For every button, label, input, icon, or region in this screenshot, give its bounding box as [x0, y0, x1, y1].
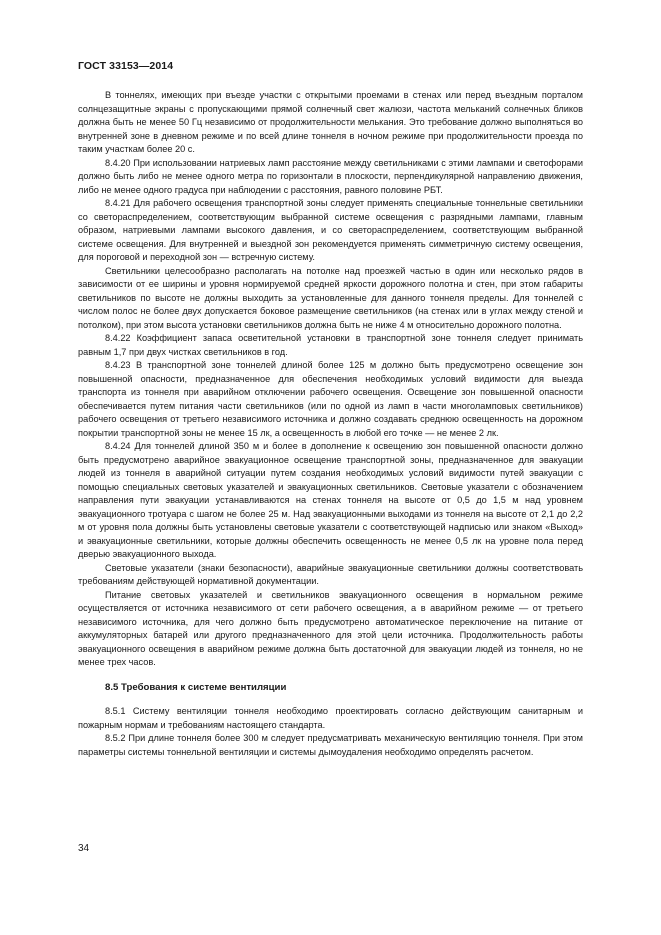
section-heading: 8.5 Требования к системе вентиляции	[105, 681, 287, 693]
paragraph-8-4-20: 8.4.20 При использовании натриевых ламп расстояние между светильниками с этими лампами и светофорами должно быть либо не менее одного метра по горизонтали в плоскости, перпендикулярной направлению движения, либо не менее одного градуса при наблюдении с расстояния, равного половине РБТ.	[78, 157, 583, 195]
paragraph: Световые указатели (знаки безопасности), аварийные эвакуационные светильники должны соответствовать требованиям действующей нормативной документации.	[78, 562, 583, 586]
paragraph-8-4-21: 8.4.21 Для рабочего освещения транспортной зоны следует применять специальные тоннельные светильники со светораспределением, соответствующим выбранной системе освещения с разрядными лампами, главным образом, натриевыми лампами высокого давления, и со светораспределением, соответствующим выбранной системе освещения. Для внутренней и выездной зон рекомендуется применять симметричную систему освещения, для пороговой и переходной зон — встречную систему.	[78, 198, 583, 262]
paragraph-8-4-23: 8.4.23 В транспортной зоне тоннелей длиной более 125 м должно быть предусмотрено освещение зон повышенной опасности, предназначенное для обеспечения необходимых условий видимости для выезда транспорта из тоннеля при аварийном отключении рабочего освещения. Освещение зон повышенной опасности обеспечивается путем питания части светильников (или по одной из ламп в части многоламповых светильников) рабочего освещения от третьего независимого источника и должно создавать среднюю освещенность на дорожном покрытии транспортной зоны не менее 15 лк, а освещенность в любой его точке — не менее 2 лк.	[78, 360, 583, 438]
paragraph-8-4-22: 8.4.22 Коэффициент запаса осветительной установки в транспортной зоне тоннеля следует принимать равным 1,7 при двух чистках светильников в год.	[78, 333, 583, 357]
paragraph-8-5-2: 8.5.2 При длине тоннеля более 300 м следует предусматривать механическую вентиляцию тоннеля. При этом параметры системы тоннельной вентиляции и системы дымоудаления необходимо определять расчетом.	[78, 733, 583, 757]
paragraph: Светильники целесообразно располагать на потолке над проезжей частью в один или несколько рядов в зависимости от ее ширины и уровня нормируемой средней яркости дорожного полотна и стен, при этом габариты светильников по высоте не должны выходить за установленные для данного тоннеля пределы. Для тоннелей с числом полос не более двух допускается боковое размещение светильников (на стенах или в углах между стеной и потолком), при этом высота установки светильников должна быть не ниже 4 м относительно дорожного полотна.	[78, 265, 583, 330]
document-header: ГОСТ 33153—2014	[78, 60, 174, 72]
paragraph: Питание световых указателей и светильников эвакуационного освещения в нормальном режиме осуществляется от источника независимого от сети рабочего освещения, а в аварийном режиме — от третьего независимого источника, для чего должно быть предусмотрено автоматическое переключение на питание от аккумуляторных батарей или другого предназначенного для этой цели источника. Продолжительность работы эвакуационного освещения в аварийном режиме должна быть достаточной для эвакуации людей из тоннеля, но не менее трех часов.	[78, 589, 583, 667]
page-number: 34	[78, 843, 90, 854]
paragraph-8-5-1: 8.5.1 Систему вентиляции тоннеля необходимо проектировать согласно действующим санитарным и пожарным нормам и требованиям настоящего стандарта.	[78, 706, 583, 730]
paragraph: В тоннелях, имеющих при въезде участки с открытыми проемами в стенах или перед въездным порталом солнцезащитные экраны с пропускающими прямой солнечный свет жалюзи, частота мельканий солнечных бликов должна быть не менее 50 Гц независимо от продолжительности мелькания. Это требование должно выполняться во внутренней зоне в дневном режиме и по всей длине тоннеля в ночном режиме при продолжительности проезда по таким участкам более 20 с.	[78, 90, 583, 154]
paragraph-8-4-24: 8.4.24 Для тоннелей длиной 350 м и более в дополнение к освещению зон повышенной опасности должно быть предусмотрено аварийное эвакуационное освещение транспортной зоны, предназначенное для эвакуации людей из тоннеля в аварийной ситуации путем создания необходимых условий видимости путей эвакуации с помощью специальных световых указателей и эвакуационных светильников. Световые указатели с обозначением направления пути эвакуации устанавливаются на стенах тоннеля на высоте от 0,5 до 1,5 м над уровнем эвакуационного тротуара с шагом не более 25 м. Над эвакуационными выходами из тоннеля на высоте от 2,1 до 2,2 м от уровня пола должны быть установлены световые указатели с соответствующей надписью или знаком «Выход» и эвакуационные светильники, которые должны обеспечить освещенность не менее 0,5 лк на уровне пола перед дверью эвакуационного выхода.	[78, 441, 583, 559]
document-body	[78, 89, 583, 759]
